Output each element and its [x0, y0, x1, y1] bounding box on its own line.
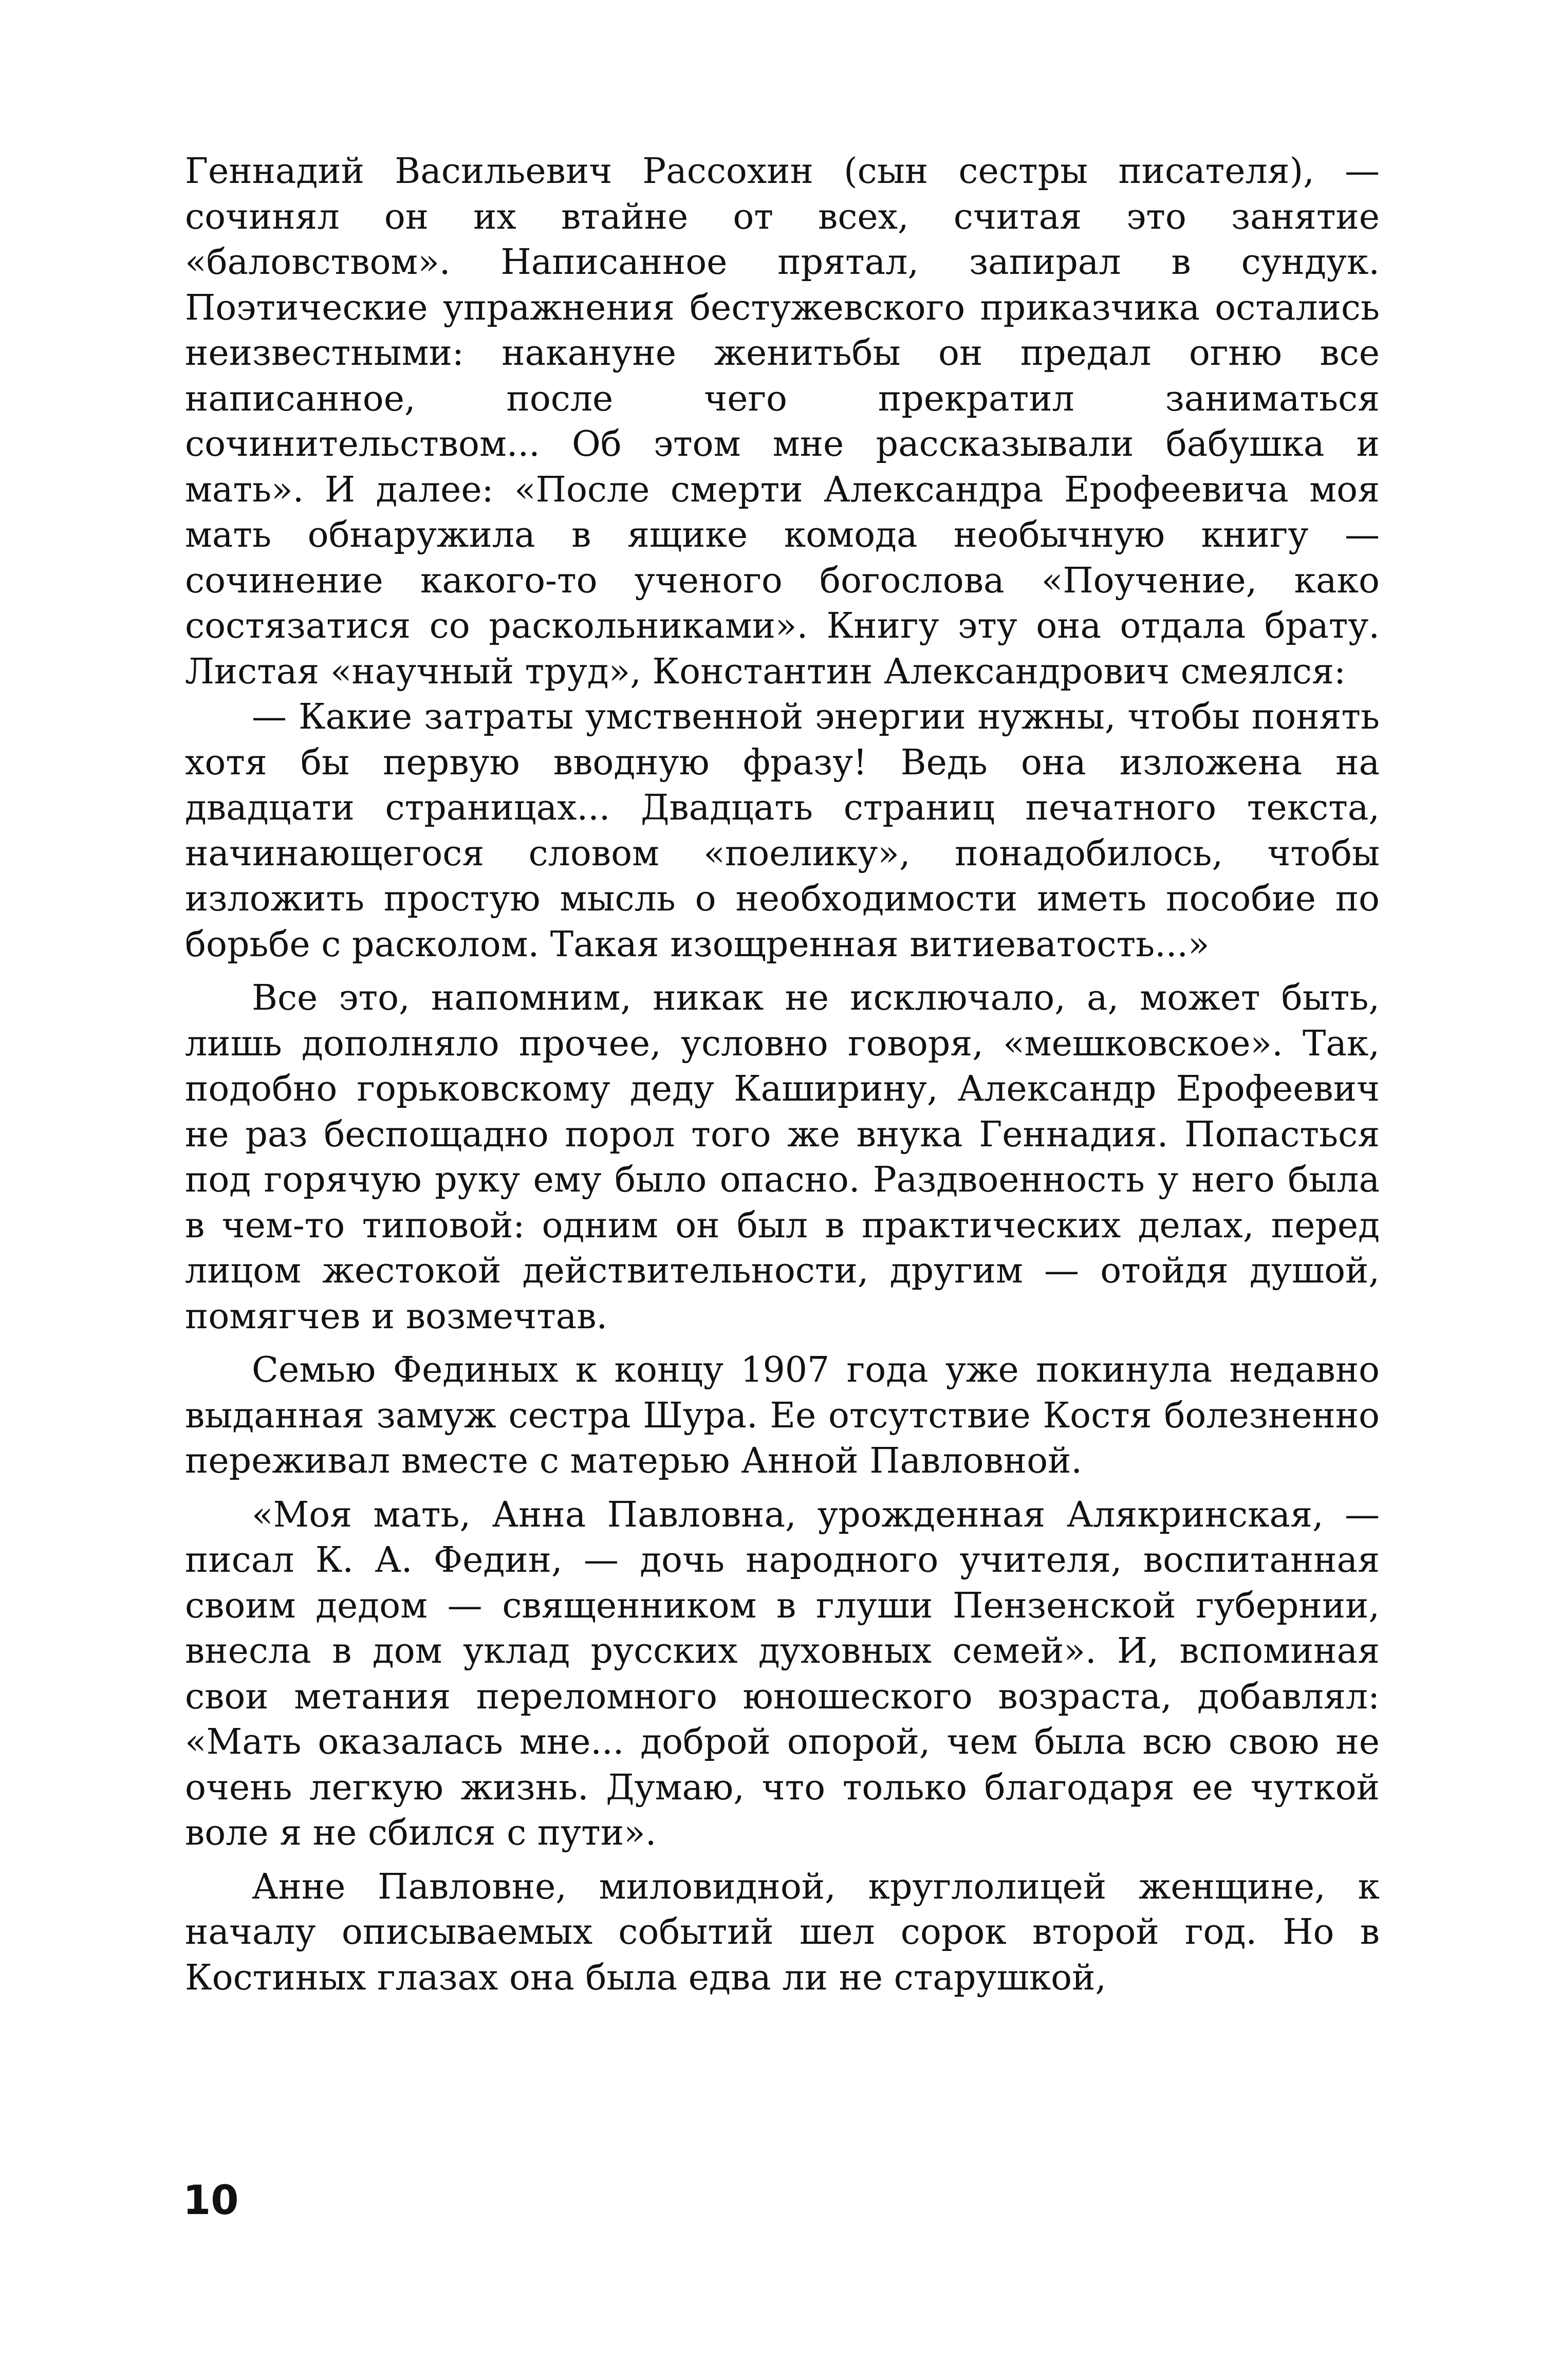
paragraph: Все это, напомним, никак не исключало, а, может быть, лишь дополняло прочее, условно говоря, «мешковское». Так, подобно горьковскому деду Каширину, Александр Ерофеевич не раз беспощадно порол того же внука Геннадия. Попасться под горячую руку ему было опасно. Раздвоенность у него была в чем-то типовой: одним он был в практических делах, перед лицом жестокой действительности, другим — отойдя душой, помягчев и возмечтав. — [185, 978, 1380, 1337]
paragraph: Семью Фединых к концу 1907 года уже покинула недавно выданная замуж сестра Шура. Ее отсутствие Костя болезненно переживал вместе с матерью Анной Павловной. — [185, 1350, 1380, 1481]
paragraph: Анне Павловне, миловидной, круглолицей женщине, к началу описываемых событий шел сорок второй год. Но в Костиных глазах она была едва ли не старушкой, — [185, 1866, 1380, 1998]
body-text — [185, 149, 1380, 2001]
paragraph: «Моя мать, Анна Павловна, урожденная Алякринская, — писал К. А. Федин, — дочь народного учителя, воспитанная своим дедом — священником в глуши Пензенской губернии, внесла в дом уклад русских духовных семей». И, вспоминая свои метания переломного юношеского возраста, добавлял: «Мать оказалась мне... доброй опорой, чем была всю свою не очень легкую жизнь. Думаю, что только благодаря ее чуткой воле я не сбился с пути». — [185, 1494, 1380, 1853]
paragraph: — Какие затраты умственной энергии нужны, чтобы понять хотя бы первую вводную фразу! Ведь она изложена на двадцати страницах... Двадцать страниц печатного текста, начинающегося словом «поелику», понадобилось, чтобы изложить простую мысль о необходимости иметь пособие по борьбе с расколом. Такая изощренная витиеватость...» — [185, 697, 1380, 965]
paragraph: Геннадий Васильевич Рассохин (сын сестры писателя), — сочинял он их втайне от всех, считая это занятие «баловством». Написанное прятал, запирал в сундук. Поэтические упражнения бестужевского приказчика остались неизвестными: накануне женитьбы он предал огню все написанное, после чего прекратил заниматься сочинительством... Об этом мне рассказывали бабушка и мать». И далее: «После смерти Александра Ерофеевича моя мать обнаружила в ящике комода необычную книгу — сочинение какого-то ученого богослова «Поучение, како состязатися со раскольниками». Книгу эту она отдала брату. Листая «научный труд», Константин Александрович смеялся: — [185, 151, 1380, 692]
page-number: 10 — [183, 2178, 239, 2224]
